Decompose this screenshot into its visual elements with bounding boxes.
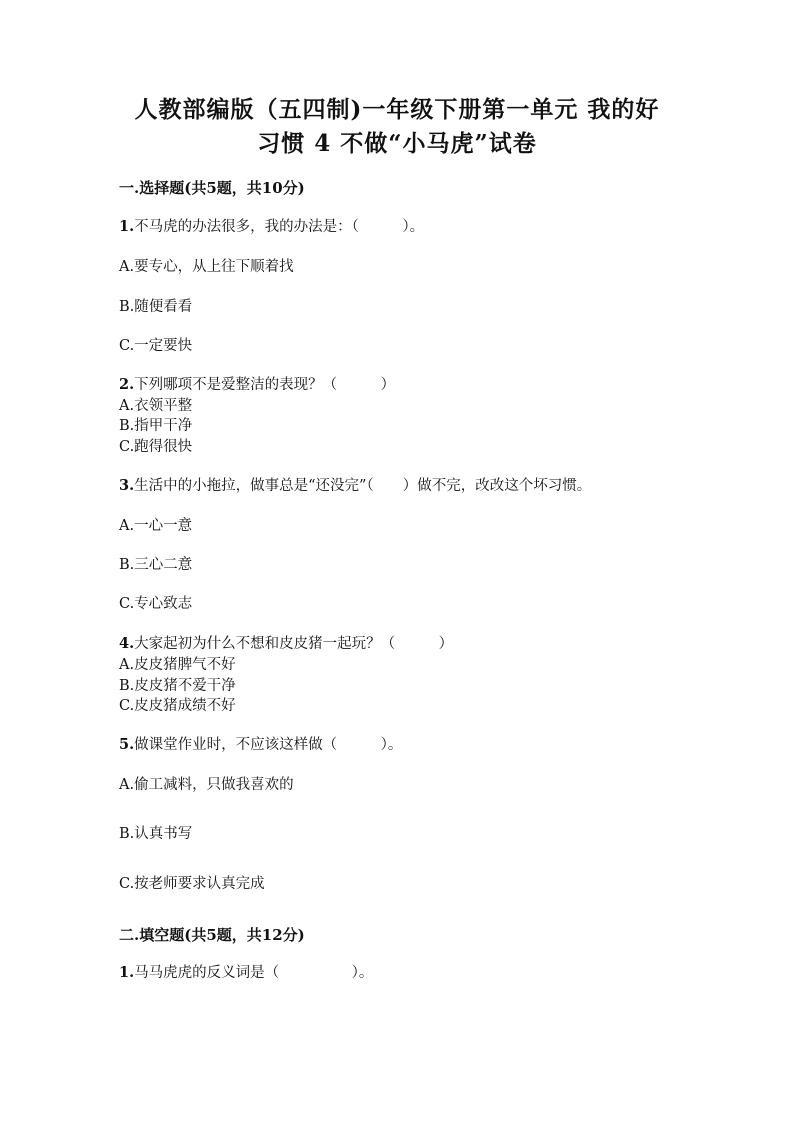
question-text: 做课堂作业时，不应该这样做（ ）。: [134, 737, 403, 753]
question-4-option-b: B.皮皮猪不爱干净: [119, 678, 236, 694]
question-text: 马马虎虎的反义词是（ ）。: [134, 965, 374, 981]
question-1-option-b: B.随便看看: [119, 299, 193, 315]
question-number: 1.: [119, 218, 135, 235]
question-3-option-c: C.专心致志: [119, 596, 193, 612]
question-2-option-a: A.衣领平整: [119, 398, 193, 414]
question-1-option-a: A.要专心，从上往下顺着找: [119, 259, 294, 275]
question-4: [119, 634, 453, 654]
question-number: 3.: [119, 477, 135, 494]
question-text: 生活中的小拖拉，做事总是“还没完”（ ）做不完，改改这个坏习惯。: [134, 478, 592, 494]
question-4-option-a: A.皮皮猪脾气不好: [119, 657, 236, 673]
question-1-option-c: C.一定要快: [119, 338, 193, 354]
question-1: [119, 217, 424, 237]
question-text: 不马虎的办法很多，我的办法是：（ ）。: [134, 219, 425, 235]
question-number: 2.: [119, 376, 135, 393]
exam-title-line-2: 习惯 4 不做“小马虎”试卷: [257, 130, 537, 157]
question-5-option-c: C.按老师要求认真完成: [119, 876, 265, 892]
question-text: 下列哪项不是爱整洁的表现？（ ）: [134, 377, 396, 393]
question-number: 4.: [119, 635, 135, 652]
question-2: [119, 375, 395, 395]
section-heading-fill-in: 二.填空题(共5题，共12分): [119, 926, 305, 944]
question-5: [119, 735, 402, 755]
question-3-option-b: B.三心二意: [119, 557, 193, 573]
question-number: 5.: [119, 736, 135, 753]
section-heading-multiple-choice: 一.选择题(共5题，共10分): [119, 179, 305, 197]
question-text: 大家起初为什么不想和皮皮猪一起玩？（ ）: [134, 636, 454, 652]
question-4-option-c: C.皮皮猪成绩不好: [119, 698, 236, 714]
question-2-option-c: C.跑得很快: [119, 439, 193, 455]
question-5-option-a: A.偷工减料，只做我喜欢的: [119, 777, 294, 793]
question-3-option-a: A.一心一意: [119, 518, 193, 534]
exam-title-line-1: 人教部编版（五四制)一年级下册第一单元 我的好: [134, 96, 660, 123]
question-number: 1.: [119, 964, 135, 981]
question-5-option-b: B.认真书写: [119, 826, 193, 842]
question-3: [119, 476, 591, 496]
fill-in-question-1: [119, 963, 373, 983]
question-2-option-b: B.指甲干净: [119, 418, 193, 434]
